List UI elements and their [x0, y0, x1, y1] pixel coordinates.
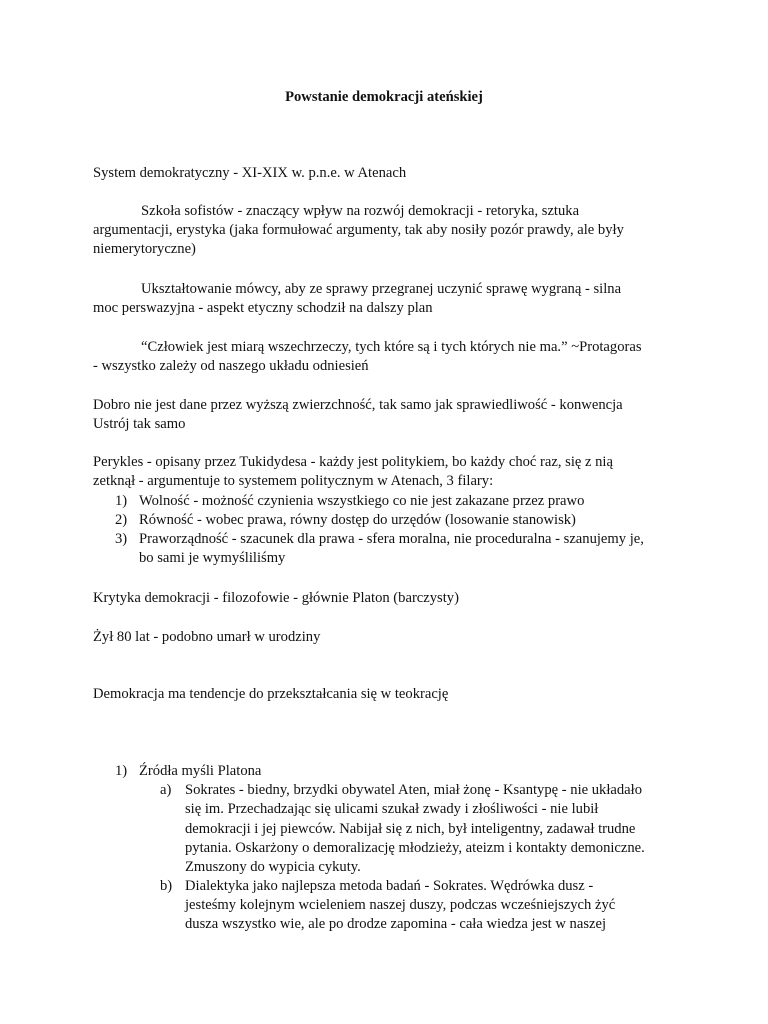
list-item: Wolność - możność czynienia wszystkiego co nie jest zakazane przez prawo — [139, 493, 585, 509]
list-item: Równość - wobec prawa, równy dostęp do urzędów (losowanie stanowisk) — [139, 512, 576, 528]
list-item-number: 1) — [115, 493, 128, 509]
document-title: Powstanie demokracji ateńskiej — [285, 89, 483, 105]
paragraph-system: System demokratyczny - XI-XIX w. p.n.e. w Atenach — [93, 165, 407, 181]
section-heading: Źródła myśli Platona — [139, 763, 262, 779]
sublist-item-line: Zmuszony do wypicia cykuty. — [185, 859, 361, 875]
paragraph-orator-line: moc perswazyjna - aspekt etyczny schodził na dalszy plan — [93, 300, 433, 316]
paragraph-pericles-line: zetknął - argumentuje to systemem politycznym w Atenach, 3 filary: — [93, 473, 494, 489]
paragraph-orator-line: Ukształtowanie mówcy, aby ze sprawy przegranej uczynić sprawę wygraną - silna — [141, 281, 622, 297]
paragraph-quote-line: - wszystko zależy od naszego układu odniesień — [93, 358, 369, 374]
sublist-item-line: Dialektyka jako najlepsza metoda badań - Sokrates. Wędrówka dusz - — [185, 878, 594, 894]
list-item: Praworządność - szacunek dla prawa - sfera moralna, nie proceduralna - szanujemy je, — [139, 531, 644, 547]
paragraph-good-line: Ustrój tak samo — [93, 416, 186, 432]
section-number: 1) — [115, 763, 128, 779]
sublist-item-line: się im. Przechadzając się ulicami szukał zwady i złośliwości - nie lubił — [185, 801, 599, 817]
sublist-item-line: jesteśmy kolejnym wcieleniem naszej duszy, podczas wcześniejszych żyć — [185, 897, 616, 913]
paragraph-theocracy: Demokracja ma tendencje do przekształcania się w teokrację — [93, 686, 449, 702]
paragraph-pericles-line: Perykles - opisany przez Tukidydesa - każdy jest politykiem, bo każdy choć raz, się z nią — [93, 454, 613, 470]
sublist-letter: a) — [160, 782, 172, 798]
sublist-item-line: Sokrates - biedny, brzydki obywatel Aten, miał żonę - Ksantypę - nie układało — [185, 782, 643, 798]
list-item-continuation: bo sami je wymyśliliśmy — [139, 550, 286, 566]
paragraph-quote-line: “Człowiek jest miarą wszechrzeczy, tych które są i tych których nie ma.” ~Protagoras — [141, 339, 642, 355]
paragraph-criticism: Krytyka demokracji - filozofowie - głównie Platon (barczysty) — [93, 590, 459, 606]
sublist-letter: b) — [160, 878, 173, 894]
paragraph-lived: Żył 80 lat - podobno umarł w urodziny — [93, 629, 321, 645]
sublist-item-line: pytania. Oskarżony o demoralizację młodzieży, ateizm i kontakty demoniczne. — [185, 840, 645, 856]
sublist-item-line: dusza wszystko wie, ale po drodze zapomina - cała wiedza jest w naszej — [185, 916, 607, 932]
paragraph-sophists-line: Szkoła sofistów - znaczący wpływ na rozwój demokracji - retoryka, sztuka — [141, 203, 580, 219]
paragraph-sophists-line: argumentacji, erystyka (jaka formułować argumenty, tak aby nosiły pozór prawdy, ale były — [93, 222, 624, 238]
list-item-number: 2) — [115, 512, 128, 528]
sublist-item-line: demokracji i jej piewców. Nabijał się z nich, był inteligentny, zadawał trudne — [185, 821, 636, 837]
list-item-number: 3) — [115, 531, 128, 547]
paragraph-sophists-line: niemerytoryczne) — [93, 241, 196, 257]
paragraph-good-line: Dobro nie jest dane przez wyższą zwierzchność, tak samo jak sprawiedliwość - konwencja — [93, 397, 623, 413]
